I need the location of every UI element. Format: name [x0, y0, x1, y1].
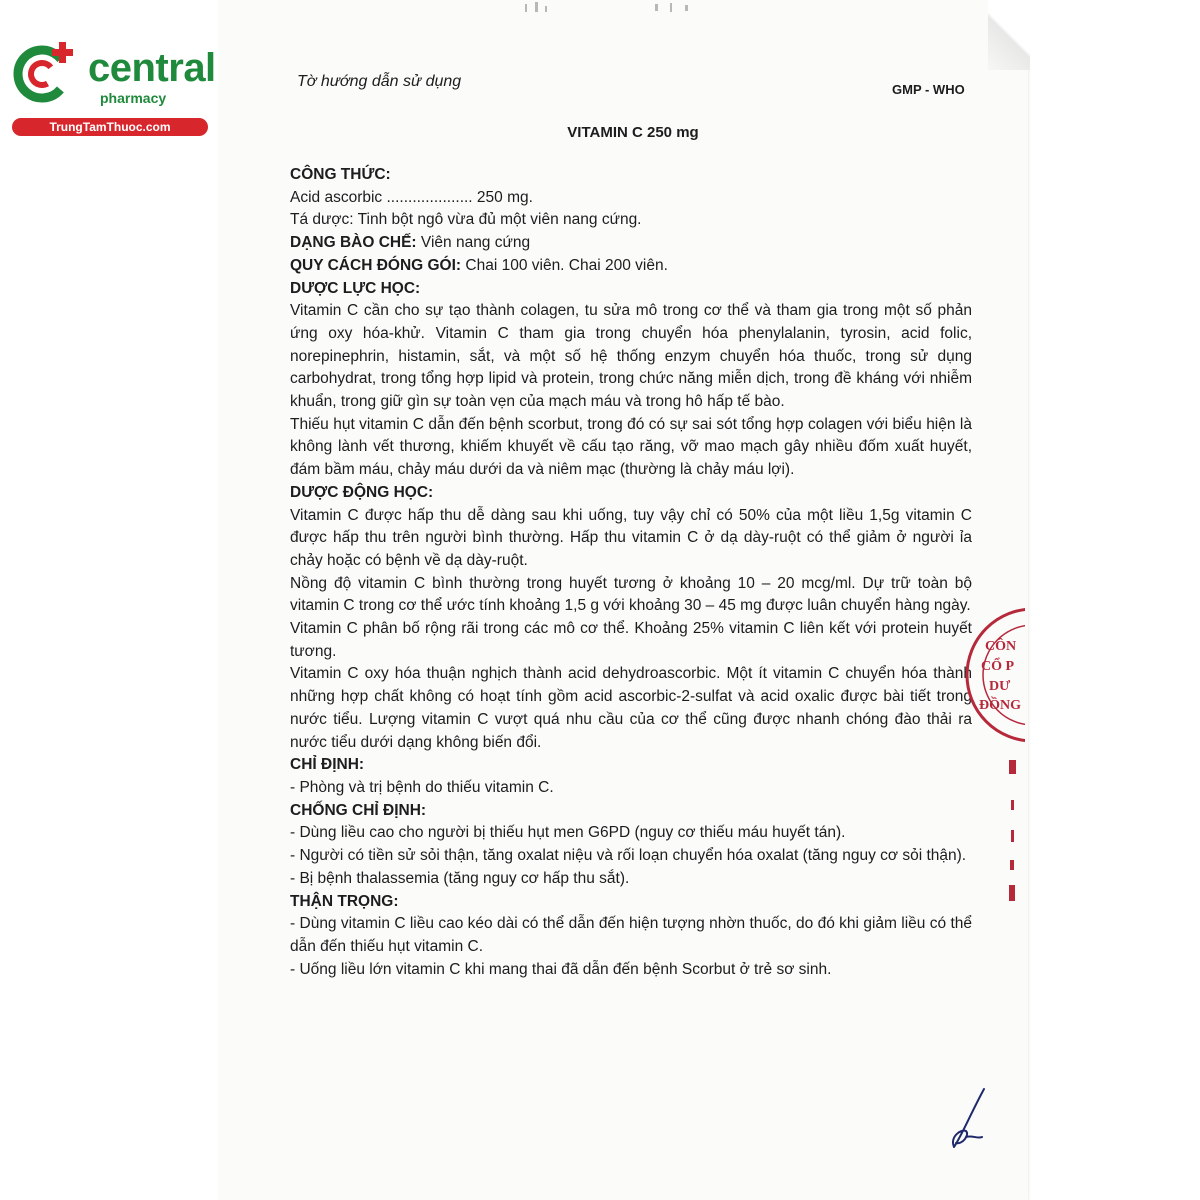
gmp-who-label: GMP - WHO: [892, 82, 965, 97]
brand-url: TrungTamThuoc.com: [12, 118, 208, 136]
pharmacokinetics-paragraph: Nồng độ vitamin C bình thường trong huyết tương ở khoảng 10 – 20 mcg/ml. Dự trữ toàn bộ vitamin C trong cơ thể ước tính khoảng 1,5 g với khoảng 30 – 45 mg được luân chuyển hàng ngày.: [290, 574, 972, 615]
page-title: VITAMIN C 250 mg: [567, 124, 699, 141]
indications-heading: CHỈ ĐỊNH:: [290, 756, 365, 774]
margin-stamp-marks: [995, 760, 1020, 910]
packaging-label: QUY CÁCH ĐÓNG GÓI:: [290, 256, 462, 274]
seal-text-line: DƯ: [989, 679, 1011, 694]
packaging-line: [290, 255, 972, 278]
dosage-form-label: DẠNG BÀO CHẾ:: [290, 234, 417, 252]
precaution-item: - Uống liều lớn vitamin C khi mang thai đã dẫn đến bệnh Scorbut ở trẻ sơ sinh.: [290, 960, 832, 978]
leaflet-label: Tờ hướng dẫn sử dụng: [297, 73, 462, 90]
seal-text-line: ĐỒNG: [979, 698, 1021, 713]
dosage-form-line: [290, 232, 972, 255]
central-pharmacy-logo-icon: [10, 38, 80, 108]
seal-text-line: CỔ P: [981, 659, 1015, 674]
contraindications-heading: CHỐNG CHỈ ĐỊNH:: [290, 801, 427, 819]
precaution-item: - Dùng vitamin C liều cao kéo dài có thể dẫn đến hiện tượng nhờn thuốc, do đó khi giảm liều có thể dẫn đến thiếu hụt vitamin C.: [290, 915, 972, 955]
seal-text-line: CÔN: [985, 639, 1017, 654]
pharmacokinetics-heading: DƯỢC ĐỘNG HỌC:: [290, 483, 434, 501]
formula-line: Acid ascorbic .................... 250 mg.: [290, 188, 533, 206]
contraindication-item: - Người có tiền sử sỏi thận, tăng oxalat niệu và rối loạn chuyển hóa oxalat (tăng nguy cơ sỏi thận).: [290, 847, 967, 865]
pharmacokinetics-paragraph: Vitamin C oxy hóa thuận nghịch thành acid dehydroascorbic. Một ít vitamin C chuyển hóa thành những hợp chất không có hoạt tính gồm acid ascorbic-2-sulfat và acid oxalic được bài tiết trong nước tiểu. Lượng vitamin C vượt quá nhu cầu của cơ thể cũng được nhanh chóng đào thải ra nước tiểu dưới dạng không biến đổi.: [290, 665, 972, 751]
scan-noise: [505, 0, 715, 20]
formula-heading: CÔNG THỨC:: [290, 166, 391, 183]
precautions-heading: THẬN TRỌNG:: [290, 892, 399, 910]
leaflet-content: [290, 164, 972, 981]
pharmacodynamics-heading: DƯỢC LỰC HỌC:: [290, 279, 421, 297]
packaging-value: Chai 100 viên. Chai 200 viên.: [461, 256, 668, 274]
brand-name: central: [88, 46, 216, 90]
indication-item: - Phòng và trị bệnh do thiếu vitamin C.: [290, 778, 554, 796]
signature-mark: [940, 1085, 1000, 1155]
excipient-line: Tá dược: Tinh bột ngô vừa đủ một viên nang cứng.: [290, 211, 642, 229]
dosage-form-value: Viên nang cứng: [416, 234, 531, 252]
page-fold: [988, 0, 1030, 70]
brand-watermark: [10, 38, 215, 138]
pharmacokinetics-paragraph: Vitamin C phân bố rộng rãi trong các mô cơ thể. Khoảng 25% vitamin C liên kết với protein huyết tương.: [290, 620, 972, 660]
pharmacodynamics-paragraph: Thiếu hụt vitamin C dẫn đến bệnh scorbut, trong đó có sự sai sót tổng hợp colagen với biểu hiện là không lành vết thương, khiếm khuyết về cấu tạo răng, vỡ mao mạch gây nhiều đốm xuất huyết, đám bầm máu, chảy máu dưới da và niêm mạc (thường là chảy máu lợi).: [290, 415, 972, 479]
brand-subname: pharmacy: [100, 90, 167, 106]
contraindication-item: - Bị bệnh thalassemia (tăng nguy cơ hấp thu sắt).: [290, 869, 630, 887]
pharmacodynamics-paragraph: Vitamin C cần cho sự tạo thành colagen, tu sửa mô trong cơ thể và tham gia trong một số phản ứng oxy hóa-khử. Vitamin C tham gia trong chuyển hóa phenylalanin, tyrosin, acid folic, norepinephrin, histamin, sắt, và một số hệ thống enzym chuyển hóa thuốc, trong sử dụng carbohydrat, trong tổng hợp lipid và protein, trong chức năng miễn dịch, trong đề kháng với nhiễm khuẩn, trong giữ gìn sự toàn vẹn của mạch máu và trong hô hấp tế bào.: [290, 302, 972, 411]
contraindication-item: - Dùng liều cao cho người bị thiếu hụt men G6PD (nguy cơ thiếu máu huyết tán).: [290, 824, 846, 842]
company-seal-stamp: [955, 605, 1025, 755]
pharmacokinetics-paragraph: Vitamin C được hấp thu dễ dàng sau khi uống, tuy vậy chỉ có 50% của một liều 1,5g vitamin C được hấp thu trên người bình thường. Hấp thu vitamin C ở dạ dày-ruột có thể giảm ở người ỉa chảy hoặc có bệnh về dạ dày-ruột.: [290, 506, 972, 569]
